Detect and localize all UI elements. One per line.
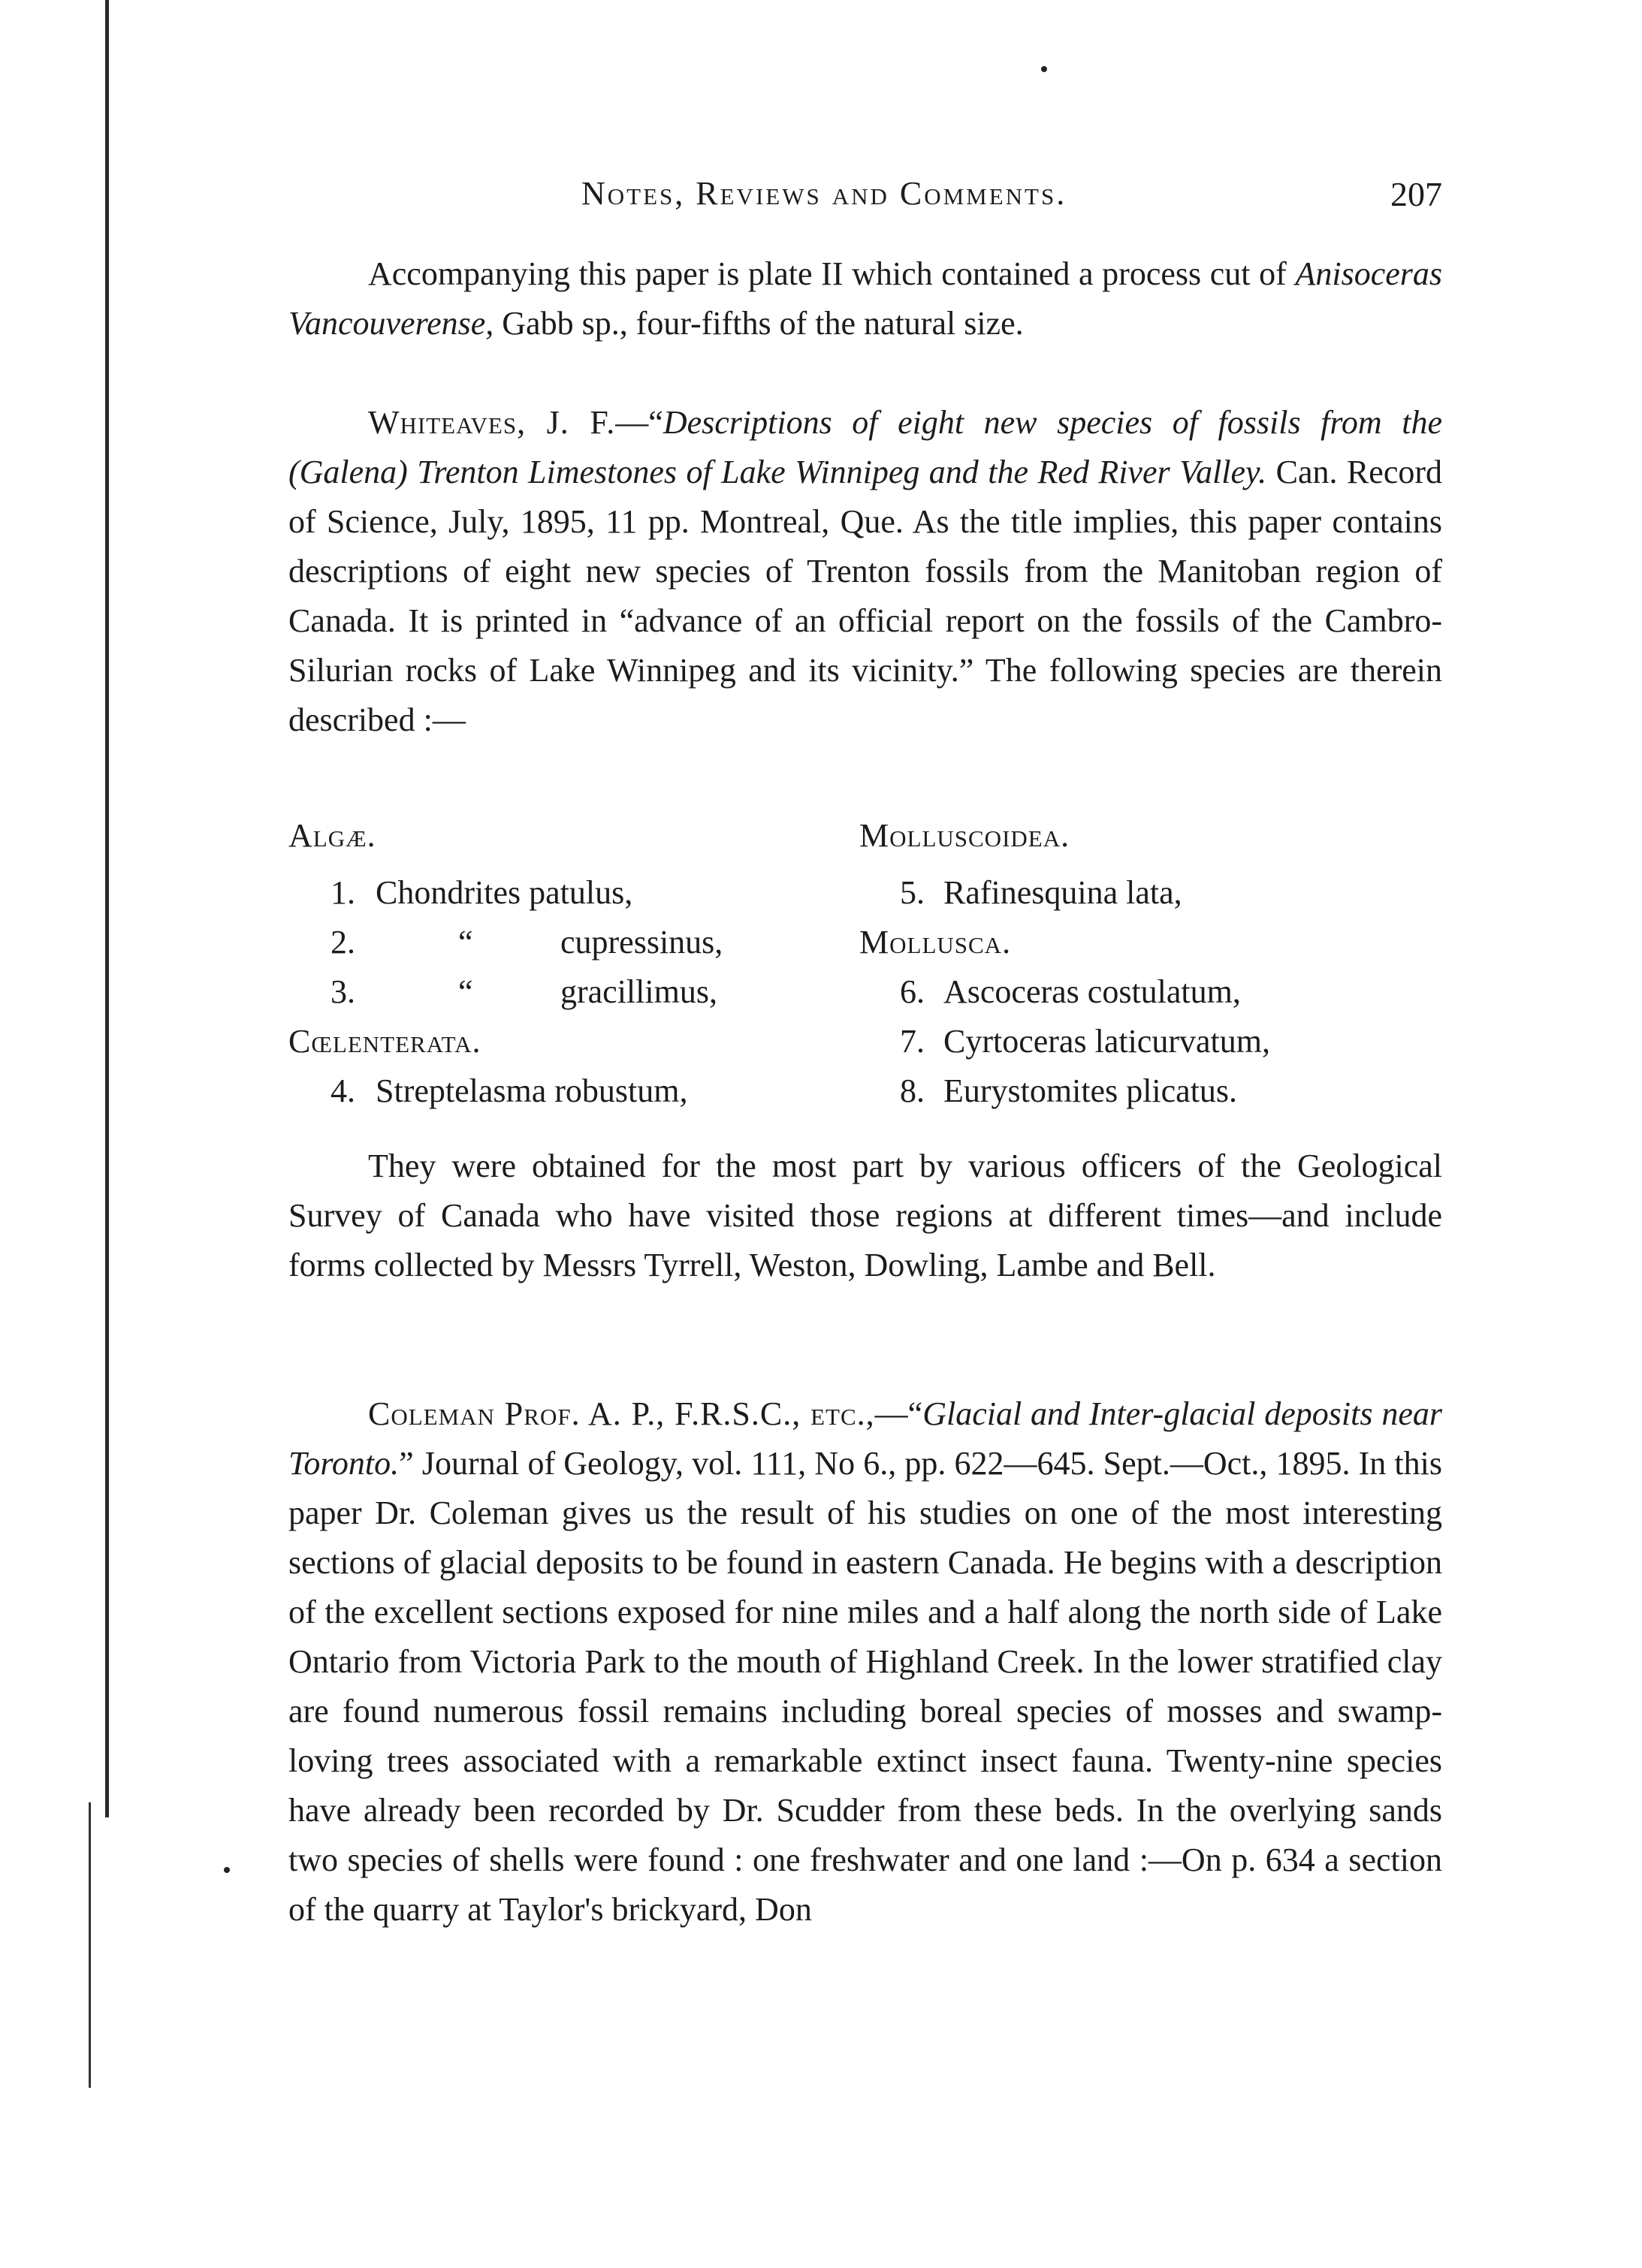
species-column-right bbox=[859, 811, 1442, 1116]
margin-rule bbox=[105, 0, 109, 1817]
list-item bbox=[288, 967, 859, 1017]
item-number: 6. bbox=[900, 973, 925, 1010]
plate-species: Anisoceras Vancouverense, bbox=[288, 255, 1443, 342]
species-column-left bbox=[288, 811, 859, 1116]
running-header bbox=[288, 174, 1442, 219]
whiteaves-citation: Can. Record of Science, July, 1895, 11 pp. Montreal, Que. bbox=[288, 454, 1443, 540]
species-name: Rafinesquina lata, bbox=[943, 874, 1182, 911]
coleman-body: In this paper Dr. Coleman gives us the result of his studies on one of the most interesting sections of glacial deposits to be found in eastern Canada. He begins with a description of the excellent sections exposed for nine miles and a half along the north side of Lake Ontario from Victoria Park to the mouth of Highland Creek. In the lower stratified clay are found numerous fossil remains including boreal species of mosses and swamp-loving trees associated with a remarkable extinct insect fauna. Twenty-nine species have already been recorded by Dr. Scudder from these beds. In the overlying sands two species of shells were found : one freshwater and one land :—On p. 634 a section of the quarry at Taylor's brickyard, Don bbox=[288, 1445, 1442, 1928]
species-name: Eurystomites plicatus. bbox=[943, 1072, 1238, 1109]
whiteaves-title: Descriptions of eight new species of fossils from the (Galena) Trenton Limestones of Lake Winnipeg and the Red River Valley. bbox=[288, 404, 1442, 490]
ditto-mark: “ bbox=[458, 924, 473, 961]
whiteaves-entry bbox=[288, 398, 1442, 745]
coleman-title: Glacial and Inter-glacial deposits near Toronto. bbox=[288, 1395, 1443, 1482]
species-name: Chondrites patulus, bbox=[376, 874, 633, 911]
item-number: 8. bbox=[900, 1072, 925, 1109]
item-number: 2. bbox=[331, 924, 355, 961]
plate-text: Accompanying this paper is plate II which contained a process cut of bbox=[368, 255, 1287, 292]
list-item bbox=[288, 918, 859, 967]
coleman-author: Coleman Prof. A. P., F.R.S.C., etc., bbox=[368, 1395, 875, 1432]
species-name: gracillimus, bbox=[560, 973, 717, 1010]
whiteaves-author: Whiteaves, J. F. bbox=[368, 404, 616, 441]
whiteaves-body: As the title implies, this paper contains descriptions of eight new species of Trenton fossils from the Manitoban region of Canada. It is printed in “advance of an official report on the fossils of the Cambro-Silurian rocks of Lake Winnipeg and its vicinity.” The following species are therein described :— bbox=[288, 503, 1442, 738]
plate-text-end: Gabb sp., four-fifths of the natural size. bbox=[502, 305, 1024, 342]
item-number: 3. bbox=[331, 973, 355, 1010]
paragraph-plate bbox=[288, 249, 1442, 348]
species-name: Ascoceras costulatum, bbox=[943, 973, 1241, 1010]
item-number: 1. bbox=[331, 874, 355, 911]
margin-rule-lower bbox=[89, 1802, 91, 2088]
list-item bbox=[288, 868, 859, 918]
list-item bbox=[288, 1066, 859, 1116]
item-number: 4. bbox=[331, 1072, 355, 1109]
ink-speck bbox=[224, 1867, 230, 1873]
group-heading-mollusca: Mollusca. bbox=[859, 924, 1012, 961]
list-item bbox=[859, 1066, 1442, 1116]
group-heading-molluscoidea: Molluscoidea. bbox=[859, 817, 1070, 854]
item-number: 5. bbox=[900, 874, 925, 911]
item-number: 7. bbox=[900, 1023, 925, 1060]
ditto-mark: “ bbox=[458, 973, 473, 1010]
coleman-dash: —“ bbox=[874, 1395, 923, 1432]
species-name: Streptelasma robustum, bbox=[376, 1072, 688, 1109]
species-name: cupressinus, bbox=[560, 924, 723, 961]
group-heading-algae: Algæ. bbox=[288, 817, 376, 854]
list-item bbox=[859, 868, 1442, 918]
coleman-entry bbox=[288, 1389, 1442, 1935]
ink-speck bbox=[1041, 66, 1047, 72]
coleman-citation: ” Journal of Geology, vol. 111, No 6., pp. 622—645. Sept.—Oct., 1895. bbox=[399, 1445, 1351, 1482]
obtained-text: They were obtained for the most part by various officers of the Geological Survey of Canada who have visited those regions at different times—and include forms collected by Messrs Tyrrell, Weston, Dowling, Lambe and Bell. bbox=[288, 1148, 1442, 1283]
paragraph-obtained bbox=[288, 1142, 1442, 1290]
running-title: Notes, Reviews and Comments. bbox=[581, 175, 1067, 212]
page-number: 207 bbox=[1390, 175, 1442, 213]
group-heading-coelenterata: Cœlenterata. bbox=[288, 1023, 481, 1060]
list-item bbox=[859, 967, 1442, 1017]
list-item bbox=[859, 1017, 1442, 1066]
species-name: Cyrtoceras laticurvatum, bbox=[943, 1023, 1270, 1060]
whiteaves-dash: —“ bbox=[615, 404, 663, 441]
